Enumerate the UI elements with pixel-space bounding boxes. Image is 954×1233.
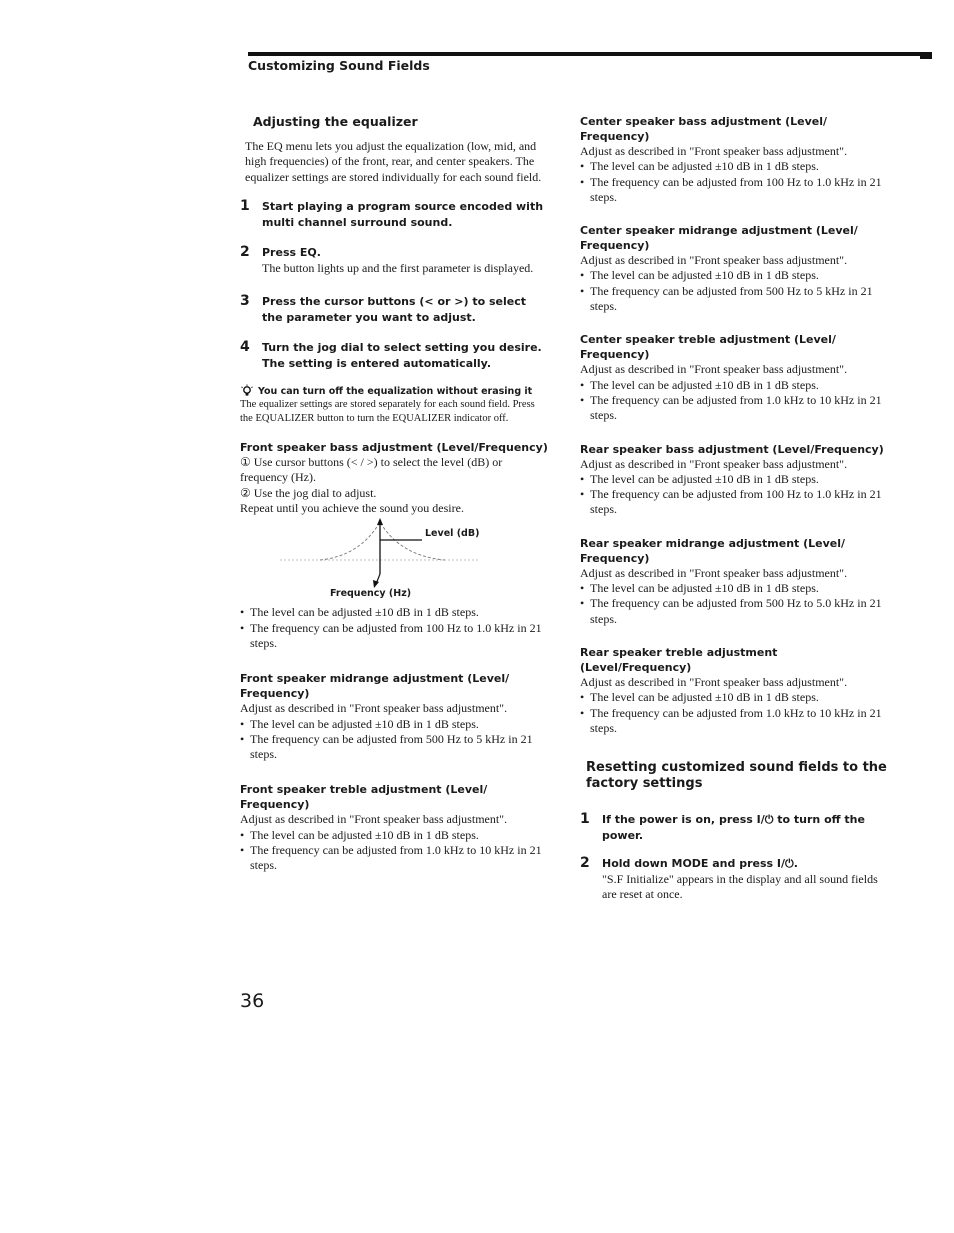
eq-curve-graphic <box>280 516 480 588</box>
front-bass-line-1: ① Use cursor buttons (< / >) to select the level (dB) or frequency (Hz). <box>240 455 503 485</box>
step-text: Hold down MODE and press I/⏻. <box>602 857 798 871</box>
rear-bass-text: Adjust as described in "Front speaker bass adjustment". <box>580 456 848 471</box>
tip-box <box>240 384 550 426</box>
reset-section <box>580 760 890 903</box>
center-treble-section <box>580 332 890 423</box>
list-item: • The level can be adjusted ±10 dB in 1 dB steps. <box>240 717 550 732</box>
section-header: Customizing Sound Fields <box>248 58 430 73</box>
tip-body: The equalizer settings are stored separately for each sound field. Press the EQUALIZER button to turn the EQUALIZER indicator off. <box>240 399 535 425</box>
step-number: 1 <box>240 197 250 214</box>
center-midrange-text: Adjust as described in "Front speaker bass adjustment". <box>580 253 848 268</box>
eq-diagram <box>280 516 540 588</box>
list-item: • The level can be adjusted ±10 dB in 1 dB steps. <box>580 581 890 596</box>
reset-step-1 <box>580 812 890 844</box>
list-item: • The frequency can be adjusted from 100 Hz to 1.0 kHz in 21 steps. <box>240 621 550 652</box>
rear-treble-bullets <box>580 690 890 736</box>
center-bass-bullets <box>580 159 890 205</box>
front-midrange-section <box>240 671 550 762</box>
step-number: 2 <box>240 243 250 260</box>
step-text: Turn the jog dial to select setting you desire. The setting is entered automatically. <box>262 341 542 371</box>
list-item: • The frequency can be adjusted from 100 Hz to 1.0 kHz in 21 steps. <box>580 175 890 206</box>
rear-midrange-title: Rear speaker midrange adjustment (Level/ Frequency) <box>580 536 846 565</box>
rear-midrange-text: Adjust as described in "Front speaker bass adjustment". <box>580 565 848 580</box>
center-midrange-section <box>580 223 890 314</box>
rear-treble-title: Rear speaker treble adjustment (Level/Frequency) <box>580 645 778 674</box>
step-number: 3 <box>240 293 250 310</box>
center-bass-title: Center speaker bass adjustment (Level/ Frequency) <box>580 115 828 143</box>
rear-bass-bullets <box>580 472 890 518</box>
front-bass-line-2: ② Use the jog dial to adjust. <box>240 485 377 500</box>
rear-bass-title: Rear speaker bass adjustment (Level/Frequency) <box>580 442 884 456</box>
step-text: Press EQ. <box>262 245 321 259</box>
step-2 <box>240 245 550 276</box>
center-bass-section <box>580 114 890 205</box>
list-item: • The level can be adjusted ±10 dB in 1 dB steps. <box>580 159 890 174</box>
right-column <box>580 114 890 903</box>
rear-midrange-bullets <box>580 581 890 627</box>
step-4 <box>240 340 550 372</box>
center-midrange-bullets <box>580 268 890 314</box>
front-bass-title: Front speaker bass adjustment (Level/Frequency) <box>240 441 548 455</box>
list-item: • The frequency can be adjusted from 500 Hz to 5 kHz in 21 steps. <box>580 284 890 315</box>
step-subtext: The button lights up and the first parameter is displayed. <box>262 260 534 275</box>
circled-one-marker: ① <box>240 455 251 470</box>
lightbulb-icon <box>240 384 254 398</box>
front-bass-line-3: Repeat until you achieve the sound you desire. <box>240 501 464 516</box>
left-column <box>240 114 550 874</box>
step-number: 1 <box>580 811 590 828</box>
diagram-level-label: Level (dB) <box>425 528 480 540</box>
center-treble-title: Center speaker treble adjustment (Level/ Frequency) <box>580 333 836 362</box>
equalizer-intro: The EQ menu lets you adjust the equalization (low, mid, and high frequencies) of the front, rear, and center speakers. The equalizer settings are stored individually for each sound field. <box>245 139 542 184</box>
step-number: 4 <box>240 339 250 356</box>
list-item: • The frequency can be adjusted from 1.0 kHz to 10 kHz in 21 steps. <box>240 843 550 874</box>
center-bass-text: Adjust as described in "Front speaker bass adjustment". <box>580 144 848 158</box>
rear-bass-section <box>580 442 890 518</box>
list-item: • The level can be adjusted ±10 dB in 1 dB steps. <box>580 690 890 705</box>
list-item: • The frequency can be adjusted from 100 Hz to 1.0 kHz in 21 steps. <box>580 487 890 518</box>
list-item: • The level can be adjusted ±10 dB in 1 dB steps. <box>580 378 890 393</box>
list-item: • The level can be adjusted ±10 dB in 1 dB steps. <box>240 605 550 620</box>
center-treble-bullets <box>580 378 890 424</box>
rear-midrange-section <box>580 536 890 627</box>
rear-treble-section <box>580 645 890 736</box>
front-bass-section <box>240 440 550 651</box>
step-text: If the power is on, press I/⏻ to turn off the power. <box>602 813 865 843</box>
step-subtext: "S.F Initialize" appears in the display and all sound fields are reset at once. <box>602 872 878 902</box>
step-number: 2 <box>580 855 590 872</box>
tip-header <box>240 384 550 398</box>
header-rule-tail <box>920 56 932 59</box>
front-midrange-bullets <box>240 717 550 763</box>
step-text: Start playing a program source encoded with multi channel surround sound. <box>262 199 544 229</box>
step-1 <box>240 199 550 231</box>
list-item: • The level can be adjusted ±10 dB in 1 dB steps. <box>240 828 550 843</box>
step-3 <box>240 294 550 326</box>
front-treble-text: Adjust as described in "Front speaker bass adjustment". <box>240 812 508 827</box>
list-item: • The level can be adjusted ±10 dB in 1 dB steps. <box>580 268 890 283</box>
list-item: • The frequency can be adjusted from 500 Hz to 5.0 kHz in 21 steps. <box>580 596 890 627</box>
front-treble-bullets <box>240 828 550 874</box>
step-text: Press the cursor buttons (< or >) to select the parameter you want to adjust. <box>262 295 526 325</box>
equalizer-title: Adjusting the equalizer <box>253 114 418 129</box>
center-treble-text: Adjust as described in "Front speaker bass adjustment". <box>580 362 848 377</box>
front-midrange-text: Adjust as described in "Front speaker bass adjustment". <box>240 701 508 716</box>
list-item: • The frequency can be adjusted from 1.0 kHz to 10 kHz in 21 steps. <box>580 393 890 424</box>
page-number: 36 <box>240 990 265 1012</box>
front-bass-bullets <box>240 605 550 651</box>
reset-step-2 <box>580 856 890 903</box>
front-midrange-title: Front speaker midrange adjustment (Level/ Frequency) <box>240 672 510 701</box>
rear-treble-text: Adjust as described in "Front speaker bass adjustment". <box>580 674 848 689</box>
header-rule <box>248 52 932 56</box>
list-item: • The level can be adjusted ±10 dB in 1 dB steps. <box>580 472 890 487</box>
diagram-frequency-label: Frequency (Hz) <box>330 588 412 600</box>
front-treble-title: Front speaker treble adjustment (Level/ Frequency) <box>240 783 488 812</box>
center-midrange-title: Center speaker midrange adjustment (Level/ Frequency) <box>580 224 858 253</box>
front-treble-section <box>240 782 550 873</box>
reset-title: Resetting customized sound fields to the factory settings <box>586 760 887 792</box>
tip-title: You can turn off the equalization without erasing it <box>258 385 533 397</box>
list-item: • The frequency can be adjusted from 500 Hz to 5 kHz in 21 steps. <box>240 732 550 763</box>
list-item: • The frequency can be adjusted from 1.0 kHz to 10 kHz in 21 steps. <box>580 706 890 737</box>
circled-two-marker: ② <box>240 485 251 500</box>
